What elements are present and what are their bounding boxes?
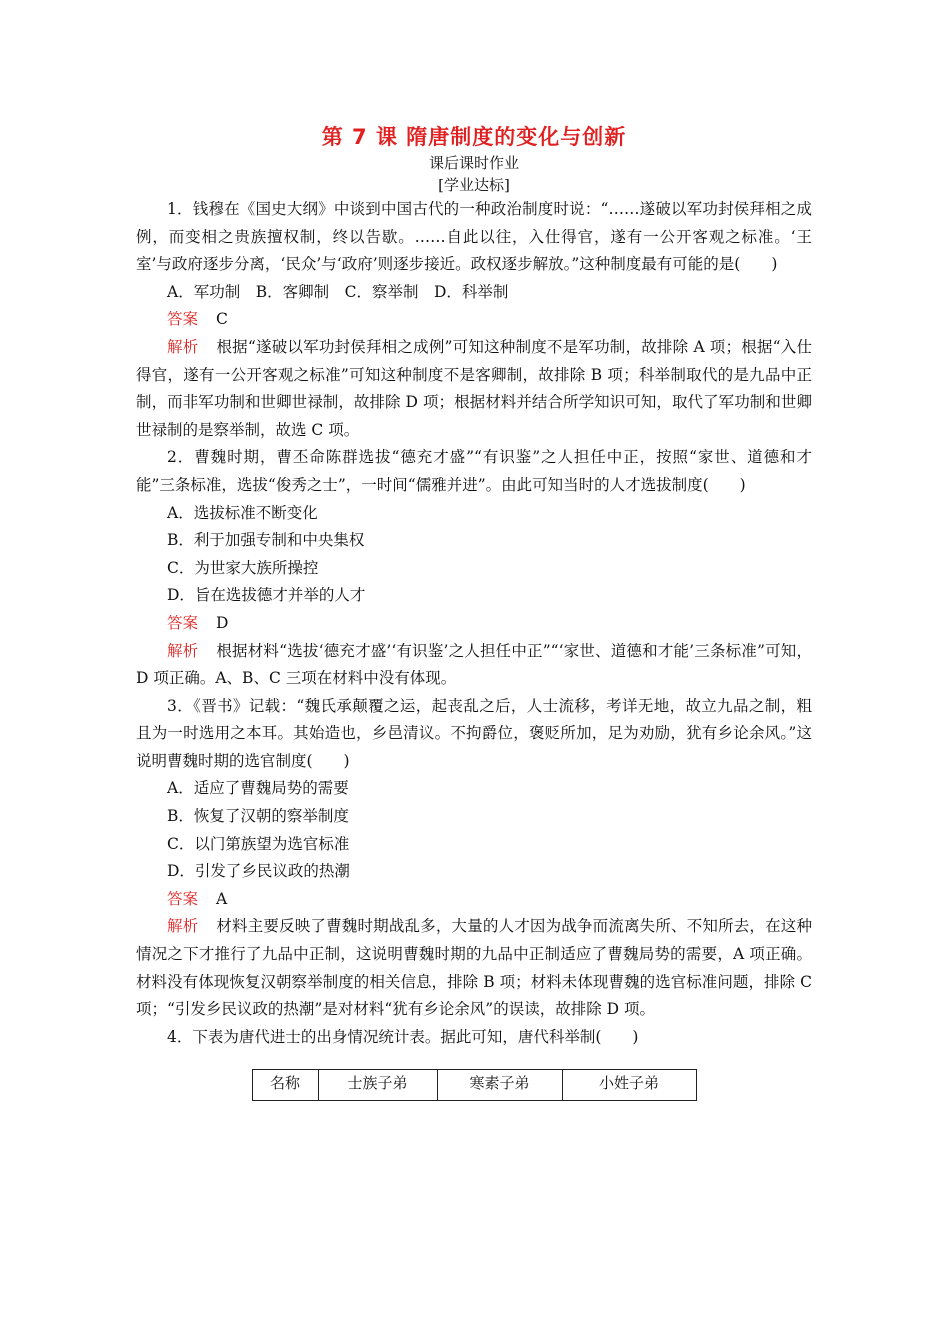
question-2-stem: 2．曹魏时期，曹丕命陈群选拔“德充才盛”“有识鉴”之人担任中正，按照“家世、道德和才能”三条标准，选拔“俊秀之士”，一时间“儒雅并进”。由此可知当时的人才选拔制度( ) [136,448,812,494]
table-header-cell: 小姓子弟 [562,1070,696,1101]
question-2-option-c: C．为世家大族所操控 [167,558,319,577]
question-2-option-d: D．旨在选拔德才并举的人才 [167,586,366,605]
answer-label: 答案 [167,310,199,329]
analysis-text: 根据“遂破以军功封侯拜相之成例”可知这种制度不是军功制，故排除 A 项；根据“入仕得官，遂有一公开客观之标准”可知这种制度不是客卿制，故排除 B 项；科举制取代的是九品中正制，而非军功制和世卿世禄制，故排除 D 项；根据材料并结合所学知识可知，取代了军功制和世卿世禄制的是察举制，故选 C 项。 [136,337,812,439]
analysis-label: 解析 [167,337,199,356]
jinshi-origin-table [252,1069,697,1101]
question-3-analysis [136,913,812,1023]
question-3-option-d: D．引发了乡民议政的热潮 [167,862,350,881]
homework-subtitle: 课后课时作业 [428,154,519,172]
question-3-answer [136,886,812,914]
analysis-text: 材料主要反映了曹魏时期战乱多，大量的人才因为战争而流离失所、不知所去，在这种情况之下才推行了九品中正制，这说明曹魏时期的九品中正制适应了曹魏局势的需要，A 项正确。材料没有体现恢复汉朝察举制度的相关信息，排除 B 项；材料未体现曹魏的选官标准问题，排除 C 项；“引发乡民议政的热潮”是对材料“犹有乡论余风”的误读，故排除 D 项。 [136,917,812,1019]
question-1-options: A．军功制 B．客卿制 C．察举制 D．科举制 [167,282,509,301]
analysis-label: 解析 [167,917,199,936]
question-4-stem: 4．下表为唐代进士的出身情况统计表。据此可知，唐代科举制( ) [167,1027,639,1046]
answer-value: A [216,889,228,908]
question-1-answer [136,306,812,334]
question-3-option-c: C．以门第族望为选官标准 [167,834,350,853]
table-header-cell: 士族子弟 [318,1070,437,1101]
answer-label: 答案 [167,889,199,908]
analysis-label: 解析 [167,641,199,660]
question-2-option-a: A．选拔标准不断变化 [167,503,318,522]
answer-label: 答案 [167,613,199,632]
question-3-option-a: A．适应了曹魏局势的需要 [167,779,349,798]
question-2-answer [136,610,812,638]
question-2-analysis [136,638,812,693]
section-heading: [学业达标] [438,176,510,194]
answer-value: D [216,613,229,632]
table-header-row [252,1070,696,1101]
question-1-analysis [136,334,812,444]
question-3-stem: 3．《晋书》记载：“魏氏承颠覆之运，起丧乱之后，人士流移，考详无地，故立九品之制，粗且为一时选用之本耳。其始造也，乡邑清议。不拘爵位，褒贬所加，足为劝励，犹有乡论余风。”这说明曹魏时期的选官制度( ) [136,696,812,770]
table-header-cell: 寒素子弟 [437,1070,562,1101]
lesson-title: 第 7 课 隋唐制度的变化与创新 [321,125,627,149]
document-content [136,122,812,1101]
table-header-cell: 名称 [252,1070,318,1101]
analysis-text: 根据材料“选拔‘德充才盛’‘有识鉴’之人担任中正”“‘家世、道德和才能’三条标准”可知，D 项正确。A、B、C 三项在材料中没有体现。 [136,641,812,688]
question-1-stem: 1．钱穆在《国史大纲》中谈到中国古代的一种政治制度时说：“……遂破以军功封侯拜相之成例，而变相之贵族擅权制，终以告歇。……自此以往，入仕得官，遂有一公开客观之标准。‘王室’与政府逐步分离，‘民众’与‘政府’则逐步接近。政权逐步解放。”这种制度最有可能的是( ) [136,200,812,274]
question-3-option-b: B．恢复了汉朝的察举制度 [167,807,349,826]
question-2-option-b: B．利于加强专制和中央集权 [167,531,365,550]
answer-value: C [216,310,228,329]
